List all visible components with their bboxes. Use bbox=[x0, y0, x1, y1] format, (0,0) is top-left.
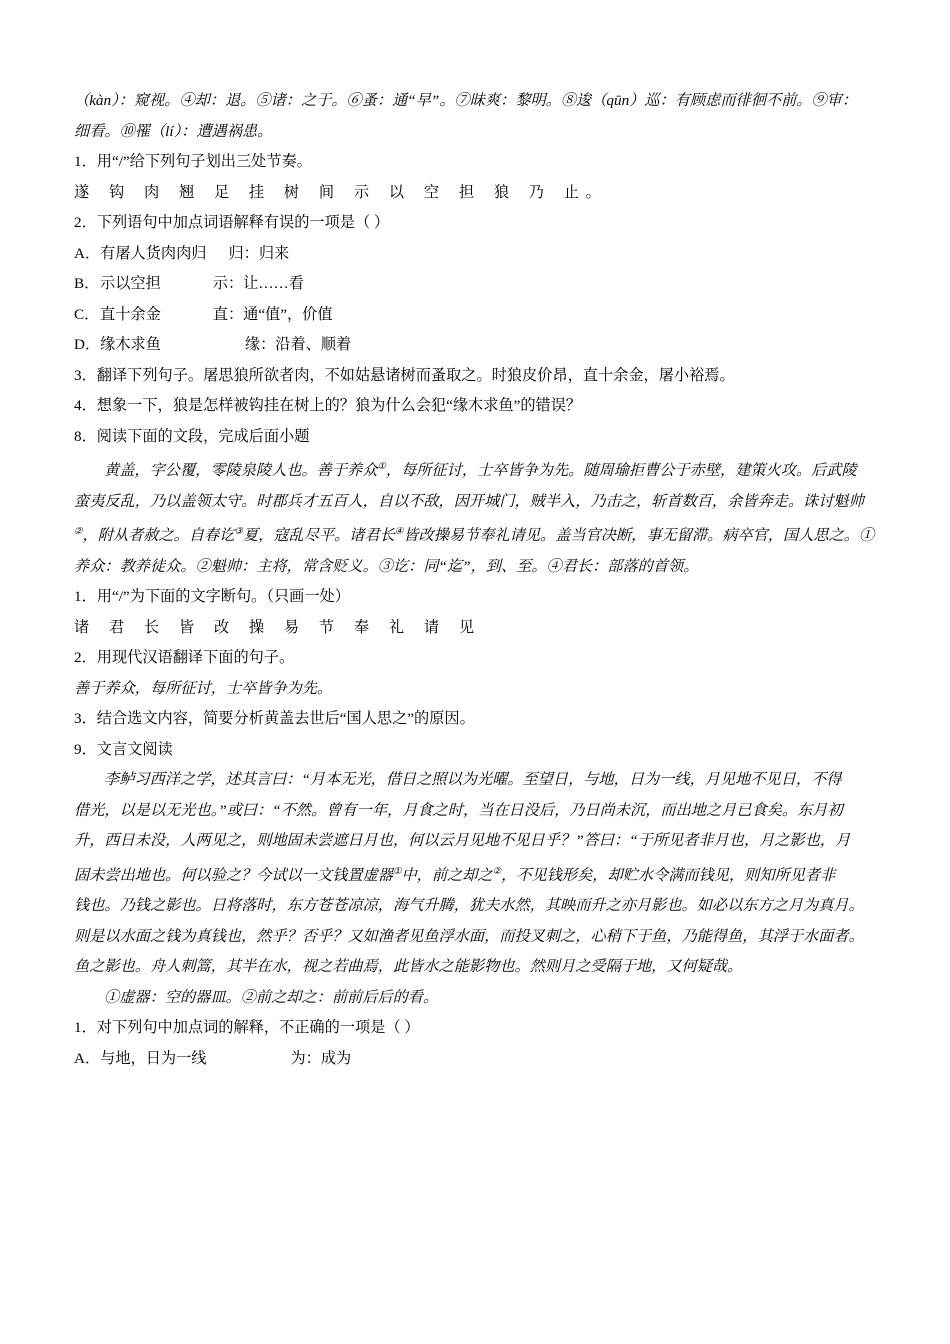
passage-1-notes: 养众：教养徒众。②魁帅：主将，常含贬义。③讫：同“迄”，到、至。④君长：部落的首领。 bbox=[74, 557, 699, 575]
question-2-stem: 2．下列语句中加点词语解释有误的一项是（ ） bbox=[74, 214, 390, 231]
option-a-explain: 归：归来 bbox=[228, 244, 290, 262]
question-3: 3．翻译下列句子。屠思狼所欲者肉，不如姑悬诸树而蚤取之。时狼皮价昂，直十余金，屠小裕焉。 bbox=[74, 366, 735, 384]
question-4: 4．想象一下，狼是怎样被钩挂在树上的？狼为什么会犯“缘木求鱼”的错误？ bbox=[74, 397, 582, 414]
passage-2-line-5: 钱也。乃钱之影也。日将落时，东方苍苍凉凉，海气升腾，犹夫水然，其映而升之亦月影也。如必以东方之月为真月。 bbox=[74, 897, 864, 915]
option-b-explain: 示：让……看 bbox=[212, 275, 304, 292]
passage-2-line-1: 李鲈习西洋之学，述其言曰：“月本无光，借日之照以为光曜。至望日，与地，日为一线，月见地不见日，不得 bbox=[104, 771, 842, 789]
question-8-sub-1: 1．用“/”为下面的文字断句。（只画一处） bbox=[74, 588, 350, 606]
question-8-sub-2: 2．用现代汉语翻译下面的句子。 bbox=[74, 649, 295, 667]
sentence-to-segment-1: 遂 钩 肉 翘 足 挂 树 间 示 以 空 担 狼 乃 止。 bbox=[74, 183, 608, 201]
question-9-sub-1: 1．对下列句中加点词的解释，不正确的一项是（ ） bbox=[74, 1019, 420, 1037]
question-9-header: 9．文言文阅读 bbox=[74, 740, 173, 758]
q9-option-a-text: 与地，日为一线 bbox=[100, 1049, 207, 1067]
question-2-option-a bbox=[74, 239, 876, 270]
option-d-label: D． bbox=[74, 336, 101, 353]
option-a-label: A． bbox=[74, 244, 101, 262]
sentence-to-translate: 善于养众，每所征讨，士卒皆争为先。 bbox=[74, 679, 333, 697]
question-8-sub-3: 3．结合选文内容，简要分析黄盖去世后“国人思之”的原因。 bbox=[74, 710, 475, 728]
footnote-line-2: 细看。⑩罹（lí）：遭遇祸患。 bbox=[74, 122, 273, 140]
option-a-text: 有屠人货肉肉归 bbox=[100, 244, 207, 262]
passage-1-line-1: 黄盖，字公覆，零陵泉陵人也。善于养众①，每所征讨，士卒皆争为先。随周瑜拒曹公于赤壁，建策火攻。后武陵 bbox=[104, 462, 857, 480]
option-c-label: C． bbox=[74, 305, 100, 323]
passage-2-line-3: 升，西日未没，人两见之，则地固未尝遮日月也，何以云月见地不见日乎？”答曰：“于所见者非月也，月之影也，月 bbox=[74, 832, 851, 850]
passage-2-line-6: 则是以水面之钱为真钱也，然乎？否乎？又如渔者见鱼浮水面，而投叉刺之，心稍下于鱼，乃能得鱼，其浮于水面者。 bbox=[74, 927, 864, 945]
q9-option-a-explain: 为：成为 bbox=[290, 1049, 352, 1067]
option-b-label: B． bbox=[74, 275, 100, 292]
sentence-to-segment-2: 诸 君 长 皆 改 操 易 节 奉 礼 请 见 bbox=[74, 618, 481, 636]
question-1 bbox=[74, 147, 876, 178]
passage-2-line-2: 借光，以是以无光也。”或曰：“不然。曾有一年，月食之时，当在日没后，乃日尚未沉，而出地之月已食矣。东月初 bbox=[74, 801, 843, 819]
passage-2-line-4: 固未尝出地也。何以验之？今试以一文钱置虚器①中，前之却之②，不见钱形矣，却贮水令满而钱见，则知所见者非 bbox=[74, 866, 836, 884]
passage-2-notes: ①虚器：空的器皿。②前之却之：前前后后的看。 bbox=[104, 988, 439, 1006]
option-d-text: 缘木求鱼 bbox=[100, 336, 161, 353]
footnote-line-1: （kàn）：窥视。④却：退。⑤诸：之于。⑥蚤：通“早”。⑦昧爽：黎明。⑧逡（qūn）巡：有顾虑而徘徊不前。⑨审： bbox=[74, 92, 858, 109]
question-8-header: 8．阅读下面的文段，完成后面小题 bbox=[74, 427, 310, 445]
passage-1-line-2: 蛮夷反乱，乃以盖领太守。时郡兵才五百人，自以不敌，因开城门，贼半入，乃击之，斩首数百，余皆奔走。诛讨魁帅 bbox=[74, 492, 864, 510]
passage-1-line-3: ②，附从者赦之。自春讫③夏，寇乱尽平。诸君长④皆改操易节奉礼请见。盖当官决断，事无留滞。病卒官，国人思之。① bbox=[74, 527, 875, 545]
option-c-text: 直十余金 bbox=[100, 305, 161, 323]
question-2-option-b bbox=[74, 269, 876, 300]
passage-2-line-7: 鱼之影也。舟人刺篙，其半在水，视之若曲焉，此皆水之能影物也。然则月之受隔于地，又何疑哉。 bbox=[74, 958, 743, 976]
question-1-text: 1． bbox=[74, 153, 97, 170]
question-9-option-a bbox=[74, 1044, 876, 1075]
question-2-option-d bbox=[74, 330, 876, 361]
option-d-explain: 缘：沿着、顺着 bbox=[244, 336, 352, 353]
q9-option-a-label: A． bbox=[74, 1049, 101, 1067]
option-b-text: 示以空担 bbox=[100, 275, 161, 292]
question-2-option-c bbox=[74, 300, 876, 331]
question-1-body: 用“/”给下列句子划出三处节奏。 bbox=[96, 153, 312, 170]
option-c-explain: 直：通“值”，价值 bbox=[212, 305, 333, 323]
